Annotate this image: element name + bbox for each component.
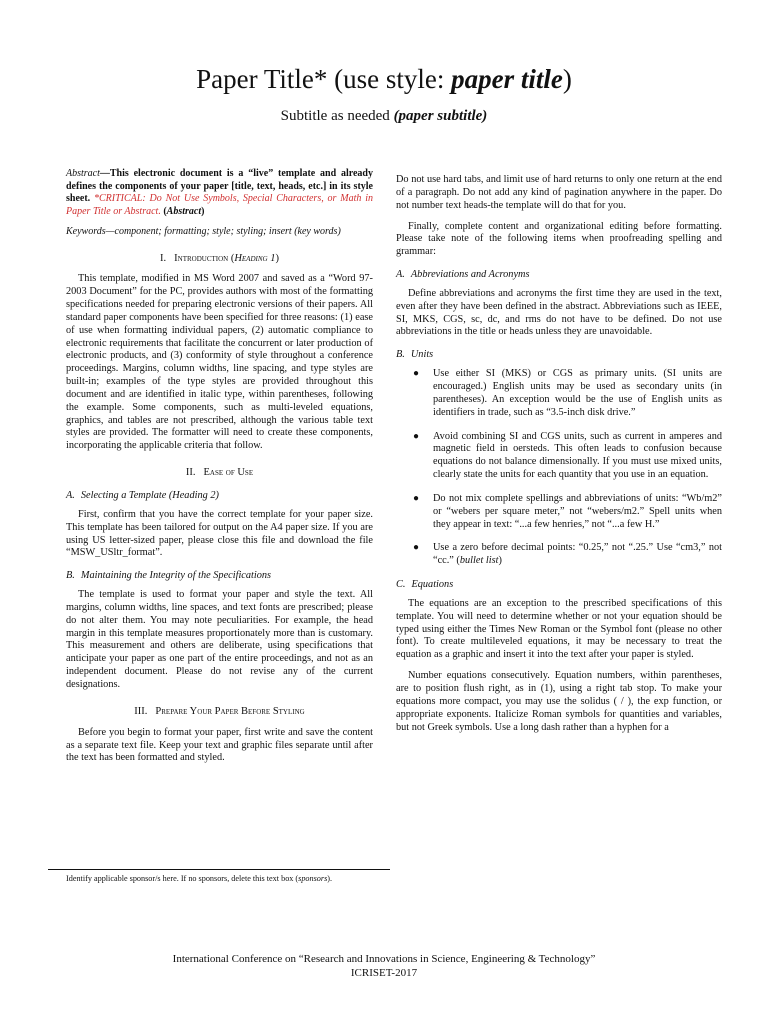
bullet-icon: ● [413, 492, 420, 504]
paper-title: Paper Title* (use style: paper title) [196, 64, 572, 94]
selecting-template-paragraph: First, confirm that you have the correct template for your paper size. This template has been tailored for output on the A4 paper size. If you are using US letter-sized paper, please close this file and download the file “MSW_USltr_format”. [66, 508, 373, 559]
prepare-paragraph-3: Finally, complete content and organizational editing before formatting. Please take note of the following items when proofreading spelling and grammar: [396, 220, 722, 258]
prepare-paragraph-1: Before you begin to format your paper, first write and save the content as a separate text file. Keep your text and graphic files separate until after the text has been formatted and styled. [66, 726, 373, 764]
prepare-paragraph-2: Do not use hard tabs, and limit use of hard returns to only one return at the end of a paragraph. Do not add any kind of pagination anywhere in the paper. Do not number text heads-the template will do that for you. [396, 174, 722, 211]
sponsor-footnote: Identify applicable sponsor/s here. If no sponsors, delete this text box (sponsors). [66, 874, 333, 883]
footer-conference-name: International Conference on “Research and Innovations in Science, Engineering & Technology” [172, 953, 596, 965]
abstract: Abstract—This electronic document is a “live” template and already defines the components of your paper [title, text, heads, etc.] in its style sheet. *CRITICAL: Do Not Use Symbols, Special Characters, or Math in Paper Title or Abstract. (Abstract) [66, 168, 374, 217]
paper-subtitle: Subtitle as needed (paper subtitle) [280, 108, 488, 124]
abbreviations-paragraph: Define abbreviations and acronyms the first time they are used in the text, even after they have been defined in the abstract. Abbreviations such as IEEE, SI, MKS, CGS, sc, dc, and rms do not have to be defined. Do not use abbreviations in the title or heads unless they are unavoidable. [396, 287, 722, 338]
intro-paragraph: This template, modified in MS Word 2007 and saved as a “Word 97-2003 Document” for the PC, provides authors with most of the formatting specifications needed for preparing electronic versions of their papers. All standard paper components have been specified for three reasons: (1) ease of use when formatting individual papers, (2) automatic compliance to electronic requirements that facilitate the concurrent or later production of electronic products, and (3) conformity of style throughout a conference proceedings. Margins, column widths, line spacing, and type styles are built-in; examples of the type styles are provided throughout this document and are identified in italic type, within parentheses, following the example. Some components, such as multi-leveled equations, graphics, and tables are not prescribed, although the various table text styles are provided. The formatter will need to create these components, incorporating the applicable criteria that follow. [66, 273, 373, 452]
list-item: ● Use either SI (MKS) or CGS as primary units. (SI units are encouraged.) English units may be used as secondary units (in parentheses). An exception would be the use of English units as identifiers in trade, such as “3.5-inch disk drive.” [413, 368, 722, 418]
units-bullet-list [396, 368, 722, 568]
list-item: ● Use a zero before decimal points: “0.25,” not “.25.” Use “cm3,” not “cc.” (bullet list) [413, 542, 722, 567]
bullet-icon: ● [413, 430, 420, 442]
heading-prepare-paper: III. Prepare Your Paper Before Styling [134, 705, 305, 717]
bullet-icon: ● [413, 368, 420, 380]
integrity-paragraph: The template is used to format your paper and style the text. All margins, column widths, line spaces, and text fonts are prescribed; please do not alter them. You may note peculiarities. For example, the head margin in this template measures proportionately more than is customary. This measurement and others are deliberate, using specifications that anticipate your paper as one part of the entire proceedings, and not as an independent document. Please do not revise any of the current designations. [66, 589, 373, 690]
equations-paragraph-1: The equations are an exception to the prescribed specifications of this template. You will need to determine whether or not your equation should be typed using either the Times New Roman or the Symbol font (please no other font). To create multileveled equations, it may be necessary to treat the equation as a graphic and insert it into the text after your paper is styled. [396, 597, 722, 661]
heading-introduction: I. Introduction (Heading 1) [160, 252, 279, 264]
right-column [396, 174, 722, 742]
subheading-integrity: B. Maintaining the Integrity of the Specifications [66, 570, 272, 582]
left-column [66, 168, 373, 773]
abstract-critical-note: *CRITICAL: Do Not Use Symbols, Special Characters, or Math in Paper Title or Abstract. [66, 193, 374, 217]
heading-ease-of-use: II. Ease of Use [185, 467, 254, 479]
subheading-equations: C. Equations [396, 579, 454, 591]
conference-footer [0, 952, 768, 980]
subheading-abbreviations: A. Abbreviations and Acronyms [396, 269, 530, 281]
bullet-icon: ● [413, 542, 420, 554]
subheading-selecting-template: A. Selecting a Template (Heading 2) [66, 490, 219, 501]
keywords: Keywords—component; formatting; style; styling; insert (key words) [66, 226, 341, 237]
list-item: ● Avoid combining SI and CGS units, such as current in amperes and magnetic field in oersteds. This often leads to confusion because equations do not balance dimensionally. If you must use mixed units, clearly state the units for each quantity that you use in an equation. [413, 430, 722, 481]
list-item: ● Do not mix complete spellings and abbreviations of units: “Wb/m2” or “webers per square meter,” not “webers/m2.” Spell units when they appear in text: “...a few henries,” not “...a few H.” [413, 492, 722, 530]
equations-paragraph-2: Number equations consecutively. Equation numbers, within parentheses, are to position flush right, as in (1), using a right tab stop. To make your equations more compact, you may use the solidus ( / ), the exp function, or appropriate exponents. Italicize Roman symbols for quantities and variables, but not Greek symbols. Use a long dash rather than a hyphen for a [396, 670, 722, 733]
footer-conference-code: ICRISET-2017 [350, 967, 418, 979]
footnote-divider [48, 869, 390, 870]
subheading-units: B. Units [396, 349, 434, 361]
